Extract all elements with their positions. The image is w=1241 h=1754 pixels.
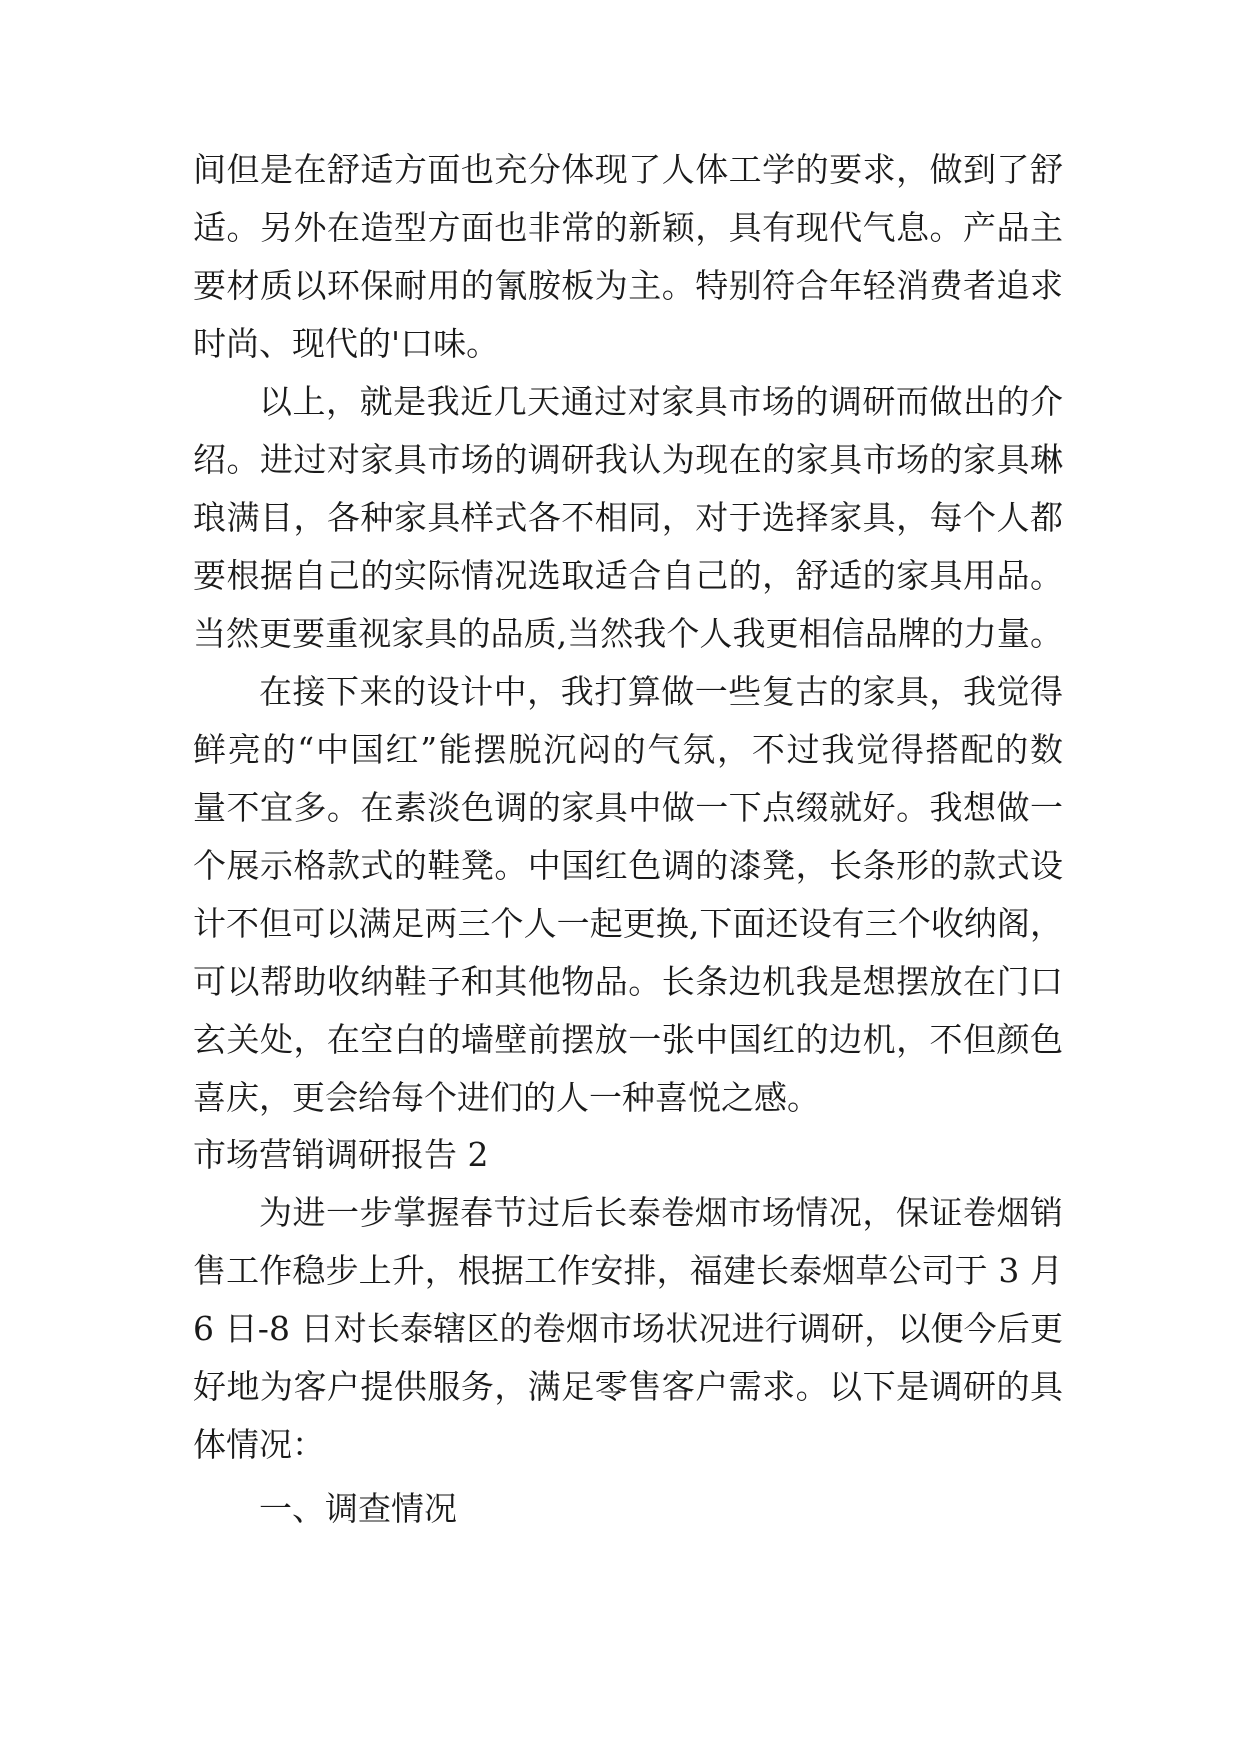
body-text-line: 间但是在舒适方面也充分体现了人体工学的要求，做到了舒 [193, 150, 1063, 189]
body-text-line: 可以帮助收纳鞋子和其他物品。长条边机我是想摆放在门口 [193, 962, 1063, 1001]
body-text-line: 当然更要重视家具的品质,当然我个人我更相信品牌的力量。 [193, 614, 1063, 653]
body-text-line: 6 日-8 日对长泰辖区的卷烟市场状况进行调研，以便今后更 [193, 1309, 1063, 1348]
paragraph-first-line: 以上，就是我近几天通过对家具市场的调研而做出的介 [259, 382, 1063, 421]
body-text-line: 要根据自己的实际情况选取适合自己的，舒适的家具用品。 [193, 556, 1063, 595]
section-title: 市场营销调研报告 2 [193, 1135, 489, 1174]
body-text-line: 体情况： [193, 1425, 325, 1464]
body-text-line: 个展示格款式的鞋凳。中国红色调的漆凳，长条形的款式设 [193, 846, 1063, 885]
body-text-line: 要材质以环保耐用的氰胺板为主。特别符合年轻消费者追求 [193, 266, 1063, 305]
body-text-line: 时尚、现代的'口味。 [193, 324, 500, 363]
body-text-line: 绍。进过对家具市场的调研我认为现在的家具市场的家具琳 [193, 440, 1063, 479]
paragraph-first-line: 为进一步掌握春节过后长泰卷烟市场情况，保证卷烟销 [259, 1193, 1063, 1232]
body-text-line: 喜庆，更会给每个进们的人一种喜悦之感。 [193, 1078, 820, 1117]
paragraph-first-line: 在接下来的设计中，我打算做一些复古的家具，我觉得 [259, 672, 1063, 711]
body-text-line: 玄关处，在空白的墙壁前摆放一张中国红的边机，不但颜色 [193, 1020, 1063, 1059]
body-text-line: 鲜亮的“中国红”能摆脱沉闷的气氛，不过我觉得搭配的数 [193, 730, 1063, 769]
subsection-heading: 一、调查情况 [259, 1489, 457, 1528]
body-text-line: 计不但可以满足两三个人一起更换,下面还设有三个收纳阁， [193, 904, 1063, 943]
body-text-line: 适。另外在造型方面也非常的新颖，具有现代气息。产品主 [193, 208, 1063, 247]
body-text-line: 好地为客户提供服务，满足零售客户需求。以下是调研的具 [193, 1367, 1063, 1406]
body-text-line: 售工作稳步上升，根据工作安排，福建长泰烟草公司于 3 月 [193, 1251, 1063, 1290]
body-text-line: 量不宜多。在素淡色调的家具中做一下点缀就好。我想做一 [193, 788, 1063, 827]
body-text-line: 琅满目，各种家具样式各不相同，对于选择家具，每个人都 [193, 498, 1063, 537]
